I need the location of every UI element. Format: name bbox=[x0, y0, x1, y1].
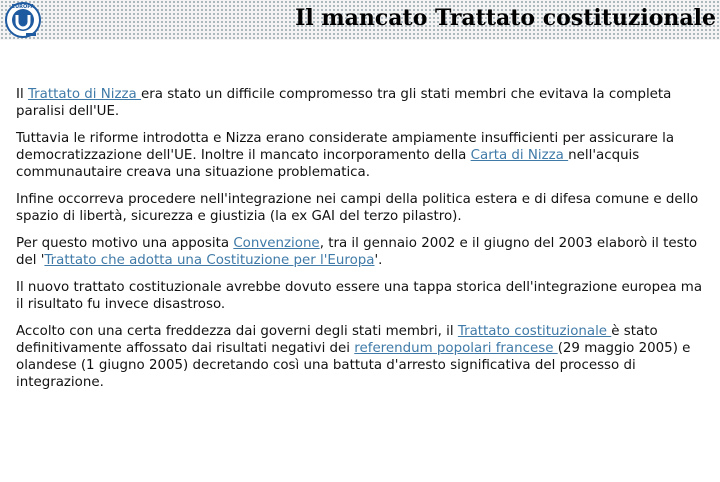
paragraph-5: Il nuovo trattato costituzionale avrebbe dovuto essere una tappa storica dell'integrazione europea ma il risultato fu invece disastroso. bbox=[16, 280, 703, 312]
page-title: Il mancato Trattato costituzionale bbox=[295, 5, 716, 31]
europa-logo bbox=[2, 1, 44, 39]
link-trattato-costituzionale[interactable]: Trattato costituzionale bbox=[457, 324, 612, 339]
logo-text: EUROPA bbox=[11, 4, 35, 10]
link-convenzione[interactable]: Convenzione bbox=[233, 236, 320, 251]
paragraph-1: Il Trattato di Nizza era stato un difficile compromesso tra gli stati membri che evitava la completa paralisi dell'UE. bbox=[16, 87, 672, 119]
paragraph-4: Per questo motivo una apposita Convenzione, tra il gennaio 2002 e il giugno del 2003 elaborò il testo del 'Trattato che adotta una Costituzione per l'Europa'. bbox=[16, 236, 698, 268]
paragraph-3: Infine occorreva procedere nell'integrazione nei campi della politica estera e di difesa comune e dello spazio di libertà, sicurezza e giustizia (la ex GAI del terzo pilastro). bbox=[16, 192, 699, 224]
link-trattato-costituzione-europa[interactable]: Trattato che adotta una Costituzione per l'Europa bbox=[44, 253, 375, 268]
main-content bbox=[16, 86, 706, 401]
paragraph-6: Accolto con una certa freddezza dai governi degli stati membri, il Trattato costituzionale è stato definitivamente affossato dai risultati negativi dei referendum popolari francese (29 maggio 2005) e olandese (1 giugno 2005) decretando così una battuta d'arresto significativa del processo di integrazione. bbox=[16, 324, 691, 390]
link-carta-di-nizza[interactable]: Carta di Nizza bbox=[470, 148, 569, 163]
link-referendum-francese[interactable]: referendum popolari francese bbox=[354, 341, 558, 356]
link-trattato-di-nizza[interactable]: Trattato di Nizza bbox=[27, 87, 141, 102]
paragraph-2: Tuttavia le riforme introdotta e Nizza erano considerate ampiamente insufficienti per assicurare la democratizzazione dell'UE. Inoltre il mancato incorporamento della Carta di Nizza nell'acquis communautaire creava una situazione problematica. bbox=[16, 131, 675, 180]
header-banner bbox=[0, 0, 720, 40]
